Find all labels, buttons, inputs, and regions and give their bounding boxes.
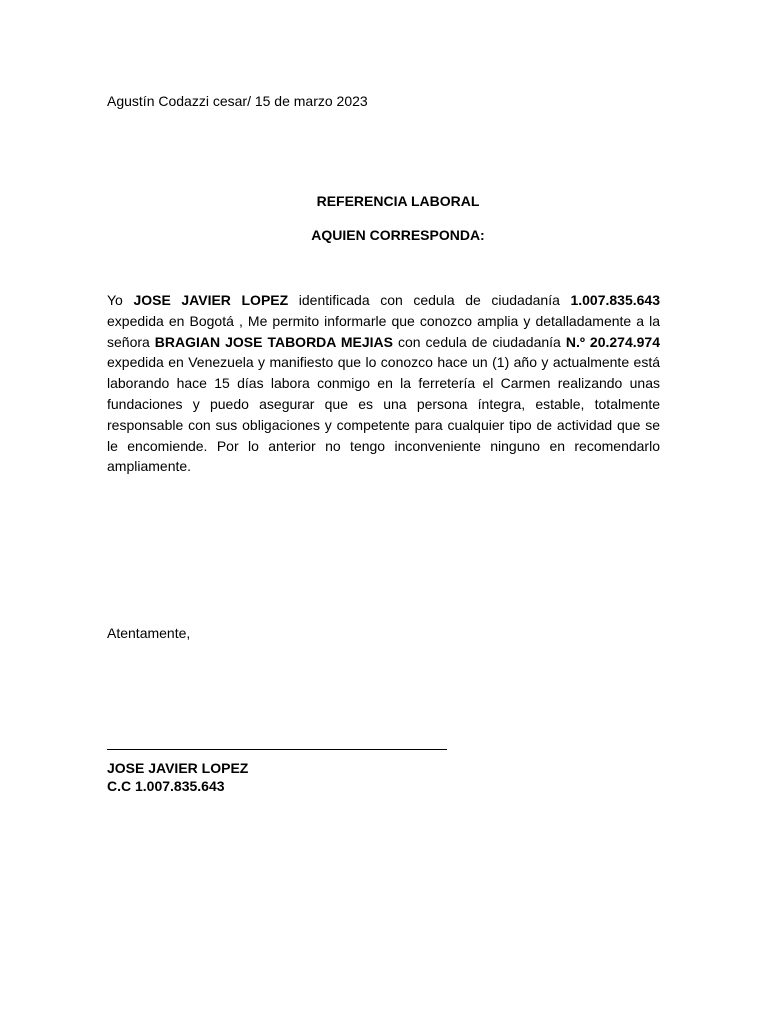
- body-text-segment: con cedula de ciudadanía: [393, 333, 566, 350]
- salutation: AQUIEN CORRESPONDA:: [311, 227, 485, 243]
- signature-id: C.C 1.007.835.643: [107, 778, 225, 794]
- closing: Atentamente,: [107, 625, 191, 641]
- referee-name: JOSE JAVIER LOPEZ: [133, 292, 289, 308]
- body-paragraph: [107, 290, 660, 477]
- document-title: REFERENCIA LABORAL: [316, 193, 480, 209]
- signature-name: JOSE JAVIER LOPEZ: [107, 760, 249, 776]
- body-text-segment: expedida en Venezuela y manifiesto que lo conozco hace un (1) año y actualmente está laborando hace 15 días labora conmigo en la ferretería el Carmen realizando unas fundaciones y puedo asegurar que es una persona íntegra, estable, totalmente responsable con sus obligaciones y competente para cualquier tipo de actividad que se le encomiende. Por lo anterior no tengo inconveniente ninguno en recomendarlo ampliamente.: [107, 354, 660, 475]
- subject-name: BRAGIAN JOSE TABORDA MEJIAS: [154, 333, 393, 350]
- referee-id-number: 1.007.835.643: [570, 292, 660, 308]
- signature-line: [107, 749, 447, 750]
- body-text-segment: Yo: [107, 292, 134, 308]
- body-text-segment: expedida en Bogotá , Me permito informarle que conozco amplia y detalladamente a la señora: [107, 312, 660, 350]
- subject-id-number: N.º 20.274.974: [565, 333, 660, 350]
- body-text-segment: identificada con cedula de ciudadanía: [288, 292, 571, 308]
- dateline: Agustín Codazzi cesar/ 15 de marzo 2023: [107, 93, 368, 109]
